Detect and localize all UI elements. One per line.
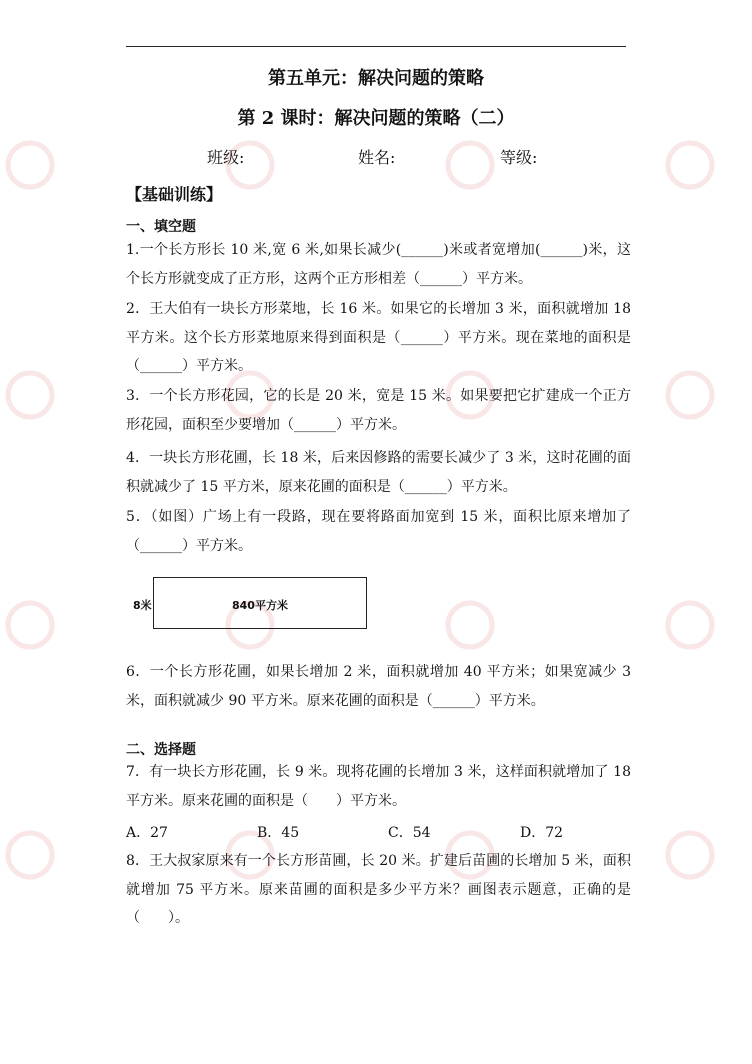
watermark-logo-icon: [8, 833, 52, 877]
watermark-logo-icon: [448, 603, 492, 647]
question-5: 5．（如图）广场上有一段路，现在要将路面加宽到 15 米，面积比原来增加了（______）平方米。: [126, 509, 631, 554]
q7-option-c[interactable]: C．54: [388, 825, 431, 841]
name-label: 姓名:: [358, 148, 396, 167]
watermark-logo-icon: [668, 373, 712, 417]
question-7: 7．有一块长方形花圃，长 9 米。现将花圃的长增加 3 米，这样面积就增加了 18 平方米。原来花圃的面积是（ ）平方米。: [126, 764, 631, 809]
multiple-choice-heading: 二、选择题: [126, 742, 196, 758]
figure-side-label: 8米: [133, 599, 152, 612]
question-3: 3．一个长方形花园，它的长是 20 米，宽是 15 米。如果要把它扩建成一个正方形花园，面积至少要增加（______）平方米。: [126, 388, 631, 433]
basic-training-heading: 【基础训练】: [126, 185, 223, 204]
question-1: 1.一个长方形长 10 米,宽 6 米,如果长减少(______)米或者宽增加(______)米，这个长方形就变成了正方形，这两个正方形相差（______）平方米。: [126, 242, 631, 287]
watermark-logo-icon: [8, 603, 52, 647]
question-6: 6．一个长方形花圃，如果长增加 2 米，面积就增加 40 平方米；如果宽减少 3 米，面积就减少 90 平方米。原来花圃的面积是（______）平方米。: [126, 664, 631, 709]
watermark-logo-icon: [8, 143, 52, 187]
unit-title: 第五单元：解决问题的策略: [268, 68, 484, 89]
q7-option-d[interactable]: D．72: [520, 825, 564, 841]
fill-in-heading: 一、填空题: [126, 219, 196, 235]
watermark-logo-icon: [8, 373, 52, 417]
watermark-logo-icon: [668, 143, 712, 187]
grade-label: 等级:: [500, 148, 538, 167]
class-label: 班级:: [207, 148, 245, 167]
q7-option-b[interactable]: B．45: [257, 825, 300, 841]
question-2: 2．王大伯有一块长方形菜地，长 16 米。如果它的长增加 3 米，面积就增加 18 平方米。这个长方形菜地原来得到面积是（______）平方米。现在菜地的面积是（______）平方米。: [126, 301, 631, 375]
question-4: 4．一块长方形花圃，长 18 米，后来因修路的需要长减少了 3 米，这时花圃的面积就减少了 15 平方米，原来花圃的面积是（______）平方米。: [126, 450, 631, 495]
watermark-logo-icon: [668, 833, 712, 877]
lesson-title: 第 2 课时：解决问题的策略（二）: [237, 108, 515, 129]
header-rule: [126, 46, 626, 47]
watermark-logo-icon: [668, 603, 712, 647]
figure-area-label: 840平方米: [232, 599, 288, 612]
q7-option-a[interactable]: A．27: [126, 825, 168, 841]
question-8: 8．王大叔家原来有一个长方形苗圃，长 20 米。扩建后苗圃的长增加 5 米，面积就增加 75 平方米。原来苗圃的面积是多少平方米？画图表示题意，正确的是（ ）。: [126, 853, 631, 927]
watermark-logo-icon: [448, 143, 492, 187]
